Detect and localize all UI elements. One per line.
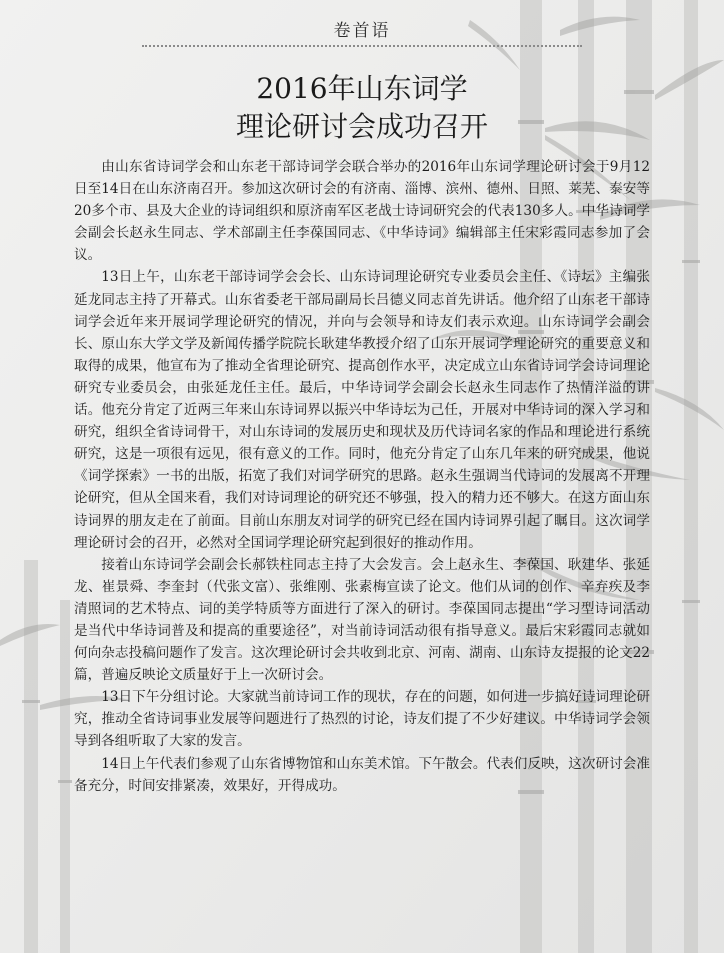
paragraph: 14日上午代表们参观了山东省博物馆和山东美术馆。下午散会。代表们反映，这次研讨会准备充分，时间安排紧凑，效果好，开得成功。 — [74, 755, 650, 794]
section-label: 卷首语 — [333, 21, 391, 41]
article-title-line-1: 2016年山东词学 — [256, 72, 468, 105]
paragraph: 13日上午，山东老干部诗词学会会长、山东诗词理论研究专业委员会主任、《诗坛》主编张延龙同志主持了开幕式。山东省委老干部局副局长吕德义同志首先讲话。他介绍了山东老干部诗词学会近年来开展词学理论研究的情况，并向与会领导和诗友们表示欢迎。山东诗词学会副会长、原山东大学文学及新闻传播学院院长耿建华教授介绍了山东开展词学理论研究的重要意义和取得的成果，他宣布为了推动全省理论研究、提高创作水平，决定成立山东省诗词学会诗词理论研究专业委员会，由张延龙任主任。最后，中华诗词学会副会长赵永生同志作了热情洋溢的讲话。他充分肯定了近两三年来山东诗词界以振兴中华诗坛为己任，开展对中华诗词的深入学习和研究，组织全省诗词骨干，对山东诗词的发展历史和现状及历代诗词名家的作品和理论进行系统研究，这是一项很有远见，很有意义的工作。同时，他充分肯定了山东几年来的研究成果，他说《词学探索》一书的出版，拓宽了我们对词学研究的思路。赵永生强调当代诗词的发展离不开理论研究，但从全国来看，我们对诗词理论的研究还不够强，投入的精力还不够大。在这方面山东诗词界的朋友走在了前面。目前山东朋友对词学的研究已经在国内诗词界引起了瞩目。这次词学理论研讨会的召开，必然对全国词学理论研究起到很好的推动作用。 — [74, 269, 650, 551]
paragraph: 由山东省诗词学会和山东老干部诗词学会联合举办的2016年山东词学理论研讨会于9月12日至14日在山东济南召开。参加这次研讨会的有济南、淄博、滨州、德州、日照、莱芜、泰安等20多个市、县及大企业的诗词组织和原济南军区老战士诗词研究会的代表130多人。中华诗词学会副会长赵永生同志、学术部副主任李葆国同志、《中华诗词》编辑部主任宋彩霞同志参加了会议。 — [74, 159, 650, 264]
dotted-divider — [142, 45, 582, 47]
article-body — [74, 156, 650, 797]
article-title — [0, 70, 724, 146]
article-title-line-2: 理论研讨会成功召开 — [235, 110, 488, 143]
paragraph: 13日下午分组讨论。大家就当前诗词工作的现状，存在的问题，如何进一步搞好诗词理论研究，推动全省诗词事业发展等问题进行了热烈的讨论，诗友们提了不少好建议。中华诗词学会领导到各组听取了大家的发言。 — [74, 689, 650, 750]
paragraph: 接着山东诗词学会副会长郝铁柱同志主持了大会发言。会上赵永生、李葆国、耿建华、张延龙、崔景舜、李奎封（代张文富）、张维刚、张素梅宣读了论文。他们从词的创作、辛弃疾及李清照词的艺术特点、词的美学特质等方面进行了深入的研讨。李葆国同志提出“学习型诗词活动是当代中华诗词普及和提高的重要途径”，对当前诗词活动很有指导意义。最后宋彩霞同志就如何向杂志投稿问题作了发言。这次理论研讨会共收到北京、河南、湖南、山东诗友提报的论文22篇，普遍反映论文质量好于上一次研讨会。 — [74, 556, 650, 684]
